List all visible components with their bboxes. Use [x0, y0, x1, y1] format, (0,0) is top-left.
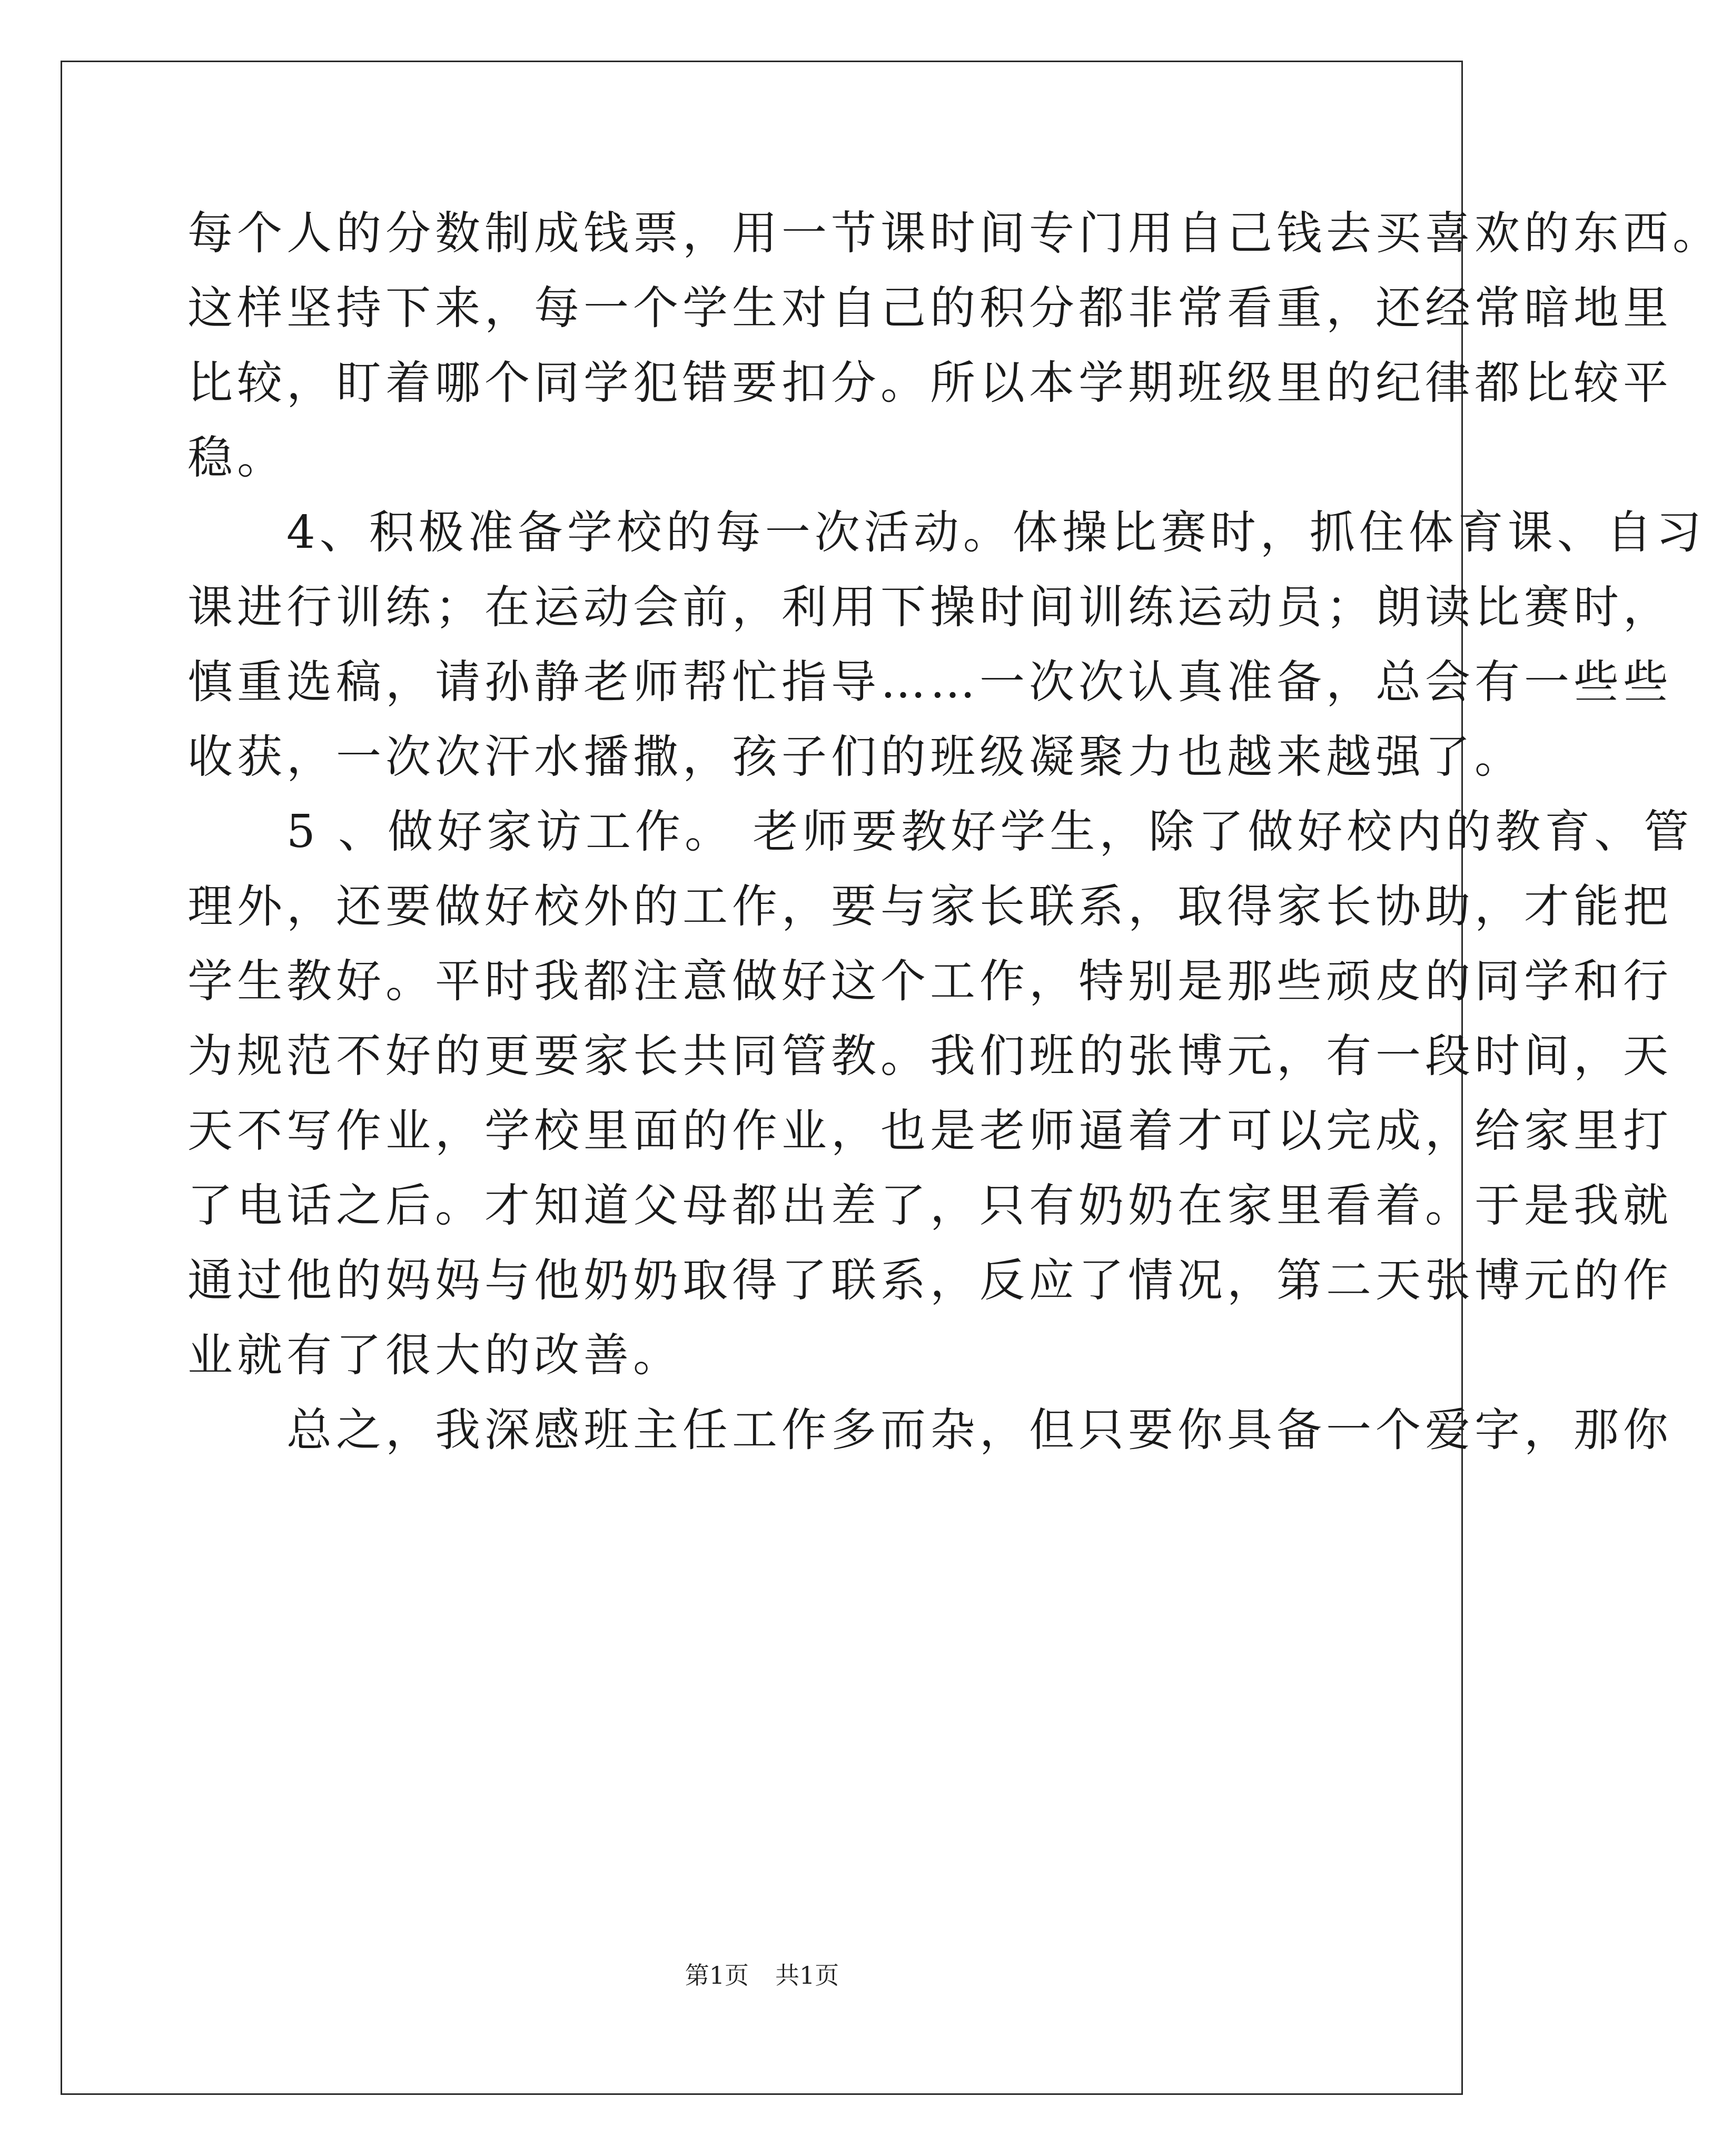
text-line: 4、积极准备学校的每一次活动。体操比赛时，抓住体育课、自习	[187, 506, 1706, 559]
text-line: 学生教好。平时我都注意做好这个工作，特别是那些顽皮的同学和行	[187, 955, 1672, 1008]
text-line: 了电话之后。才知道父母都出差了，只有奶奶在家里看着。于是我就	[187, 1179, 1672, 1232]
text-line: 比较，盯着哪个同学犯错要扣分。所以本学期班级里的纪律都比较平	[187, 357, 1672, 409]
page-footer	[0, 1960, 1524, 1991]
text-line: 通过他的妈妈与他奶奶取得了联系，反应了情况，第二天张博元的作	[187, 1254, 1672, 1307]
text-line: 慎重选稿，请孙静老师帮忙指导……一次次认真准备，总会有一些些	[187, 656, 1672, 708]
page-total: 共1页	[775, 1961, 839, 1990]
paragraph	[187, 495, 1706, 794]
document-body	[187, 196, 1722, 1468]
text-line: 5 、做好家访工作。 老师要教好学生，除了做好校内的教育、管	[187, 805, 1694, 858]
paragraph	[187, 1393, 1672, 1468]
text-line: 每个人的分数制成钱票，用一节课时间专门用自己钱去买喜欢的东西。	[187, 207, 1722, 260]
text-line: 为规范不好的更要家长共同管教。我们班的张博元，有一段时间，天	[187, 1030, 1672, 1082]
page-number: 第1页	[685, 1961, 749, 1990]
text-line: 这样坚持下来，每一个学生对自己的积分都非常看重，还经常暗地里	[187, 282, 1672, 334]
text-line: 总之，我深感班主任工作多而杂，但只要你具备一个爱字，那你	[187, 1404, 1672, 1456]
text-line: 天不写作业，学校里面的作业，也是老师逼着才可以完成，给家里打	[187, 1105, 1672, 1157]
text-line: 理外，还要做好校外的工作，要与家长联系，取得家长协助，才能把	[187, 880, 1672, 933]
text-line: 稳。	[187, 431, 286, 484]
text-line: 收获，一次次汗水播撒，孩子们的班级凝聚力也越来越强了。	[187, 731, 1524, 783]
paragraph	[187, 794, 1694, 1393]
text-line: 业就有了很大的改善。	[187, 1329, 682, 1382]
paragraph	[187, 196, 1722, 495]
text-line: 课进行训练；在运动会前，利用下操时间训练运动员；朗读比赛时，	[187, 581, 1672, 634]
